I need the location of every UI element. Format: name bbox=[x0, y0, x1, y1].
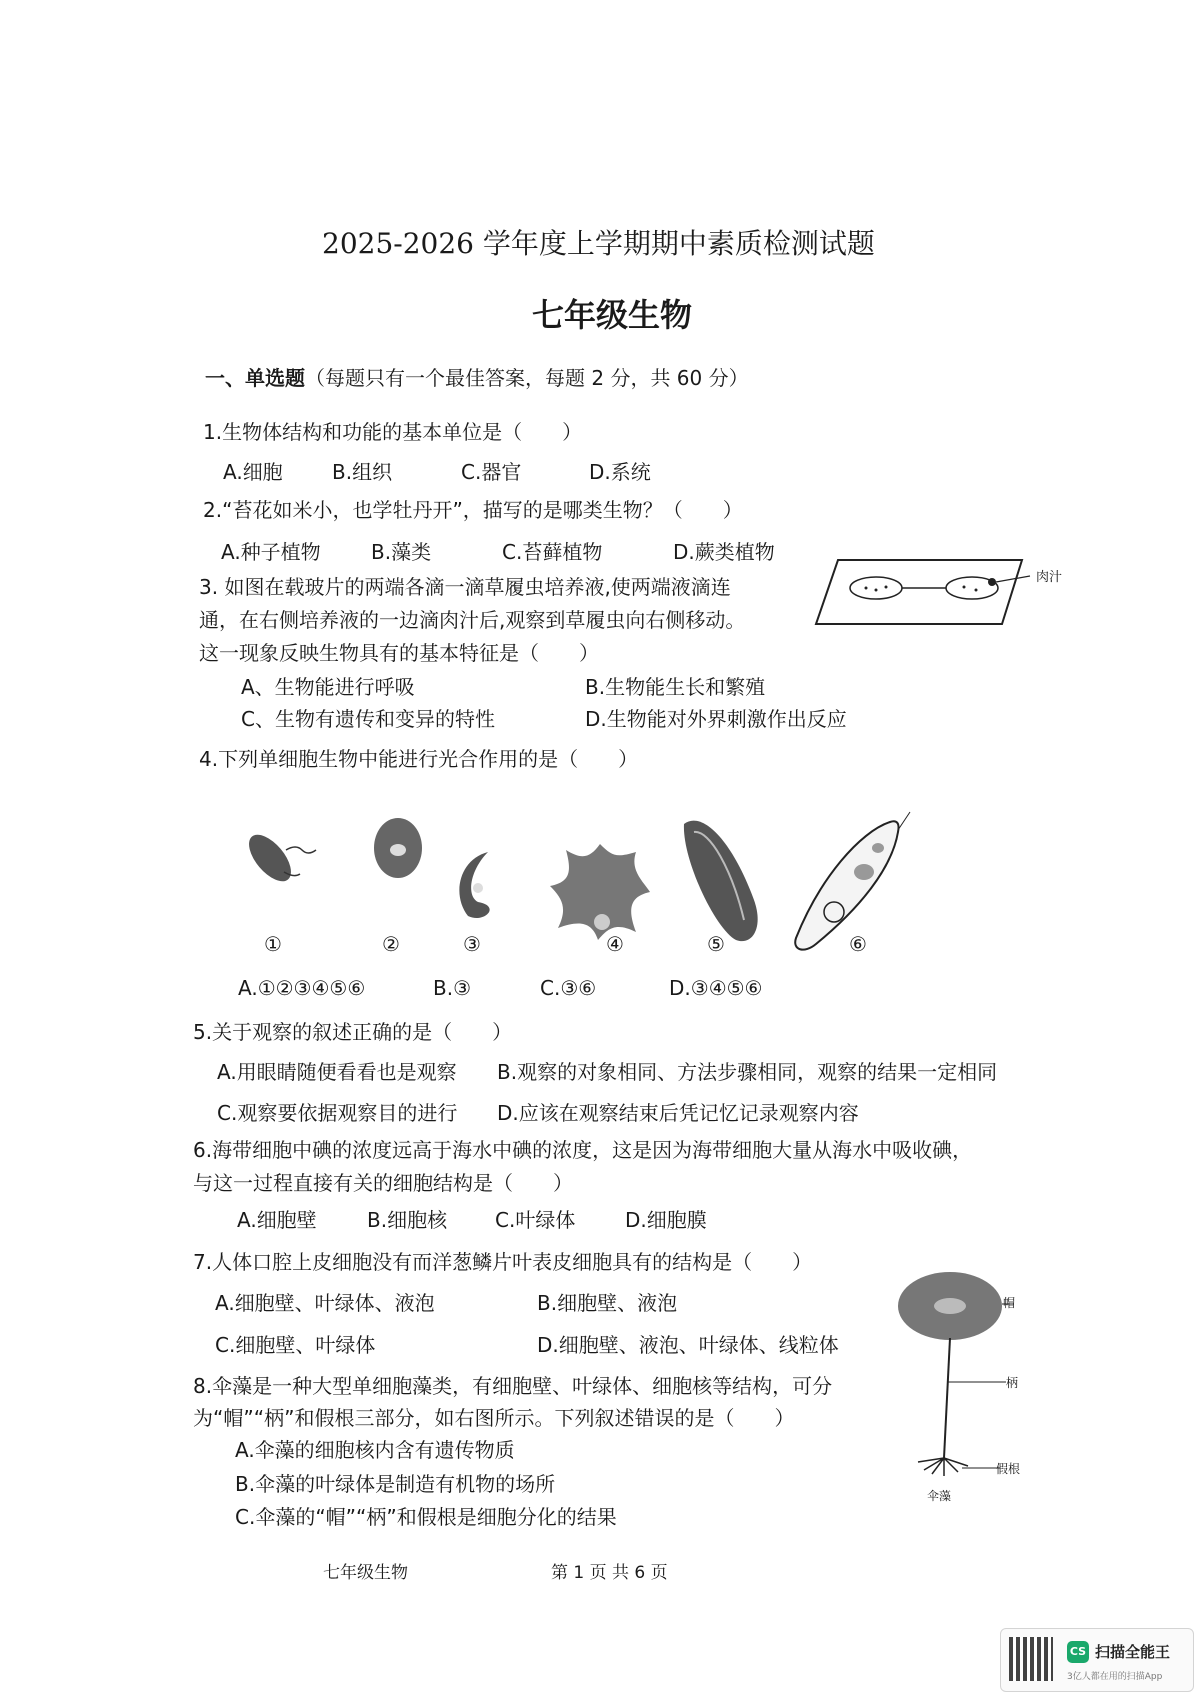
camscanner-logo-icon: CS bbox=[1067, 1641, 1089, 1663]
q4-option-b: B.③ bbox=[433, 976, 472, 1000]
meat-juice-pointer bbox=[996, 576, 1030, 582]
q1-option-a: A.细胞 bbox=[223, 460, 283, 484]
q2-option-c: C.苔藓植物 bbox=[502, 540, 603, 564]
q8-option-b: B.伞藻的叶绿体是制造有机物的场所 bbox=[235, 1472, 556, 1496]
organism-2-yeast bbox=[364, 810, 434, 890]
question-3-stem-line-2: 通，在右侧培养液的一边滴肉汁后,观察到草履虫向右侧移动。 bbox=[199, 608, 746, 632]
q3-option-d: D.生物能对外界刺激作出反应 bbox=[585, 707, 847, 731]
meat-juice-label: 肉汁 bbox=[1036, 570, 1063, 585]
left-drop bbox=[850, 577, 902, 599]
q3-option-c: C、生物有遗传和变异的特性 bbox=[241, 707, 495, 731]
scanner-watermark bbox=[1000, 1628, 1194, 1692]
q1-option-d: D.系统 bbox=[589, 460, 651, 484]
exam-title: 2025-2026 学年度上学期期中素质检测试题 bbox=[322, 227, 875, 260]
organism-4-amoeba bbox=[546, 836, 656, 946]
question-4-stem: 4.下列单细胞生物中能进行光合作用的是（ ） bbox=[199, 747, 639, 771]
organism-number-1: ① bbox=[264, 932, 282, 956]
q1-option-b: B.组织 bbox=[332, 460, 393, 484]
meat-juice-drop bbox=[988, 578, 996, 586]
slide-outline bbox=[816, 560, 1022, 624]
organism-3-chlamydomonas bbox=[448, 846, 508, 926]
section-heading bbox=[205, 362, 749, 391]
q5-option-c: C.观察要依据观察目的进行 bbox=[217, 1101, 458, 1125]
q4-option-c: C.③⑥ bbox=[540, 976, 597, 1000]
q5-option-b: B.观察的对象相同、方法步骤相同，观察的结果一定相同 bbox=[497, 1060, 998, 1084]
q8-option-c: C.伞藻的“帽”“柄”和假根是细胞分化的结果 bbox=[235, 1505, 617, 1529]
acetabularia-stalk bbox=[944, 1338, 950, 1458]
organism-number-6: ⑥ bbox=[849, 932, 867, 956]
q2-option-d: D.蕨类植物 bbox=[673, 540, 775, 564]
label-cap: 帽 bbox=[1003, 1296, 1016, 1310]
question-3-stem-line-1: 3. 如图在载玻片的两端各滴一滴草履虫培养液,使两端液滴连 bbox=[199, 575, 731, 599]
q5-option-d: D.应该在观察结束后凭记忆记录观察内容 bbox=[497, 1101, 859, 1125]
q1-option-c: C.器官 bbox=[461, 460, 522, 484]
question-5-stem: 5.关于观察的叙述正确的是（ ） bbox=[193, 1020, 513, 1044]
q7-option-a: A.细胞壁、叶绿体、液泡 bbox=[215, 1291, 435, 1315]
slide-figure bbox=[812, 556, 1062, 628]
section-heading-note: （每题只有一个最佳答案，每题 2 分，共 60 分） bbox=[305, 366, 749, 390]
question-8-stem-line-2: 为“帽”“柄”和假根三部分，如右图所示。下列叙述错误的是（ ） bbox=[193, 1406, 795, 1430]
subject-title: 七年级生物 bbox=[532, 296, 693, 334]
footer-subject: 七年级生物 bbox=[323, 1563, 408, 1583]
question-6-stem-line-1: 6.海带细胞中碘的浓度远高于海水中碘的浓度，这是因为海带细胞大量从海水中吸收碘， bbox=[193, 1138, 973, 1162]
scanner-name: 扫描全能王 bbox=[1095, 1643, 1171, 1661]
scanner-tagline: 3亿人都在用的扫描App bbox=[1067, 1672, 1163, 1682]
footer-page-number: 第 1 页 共 6 页 bbox=[551, 1563, 668, 1583]
question-6-stem-line-2: 与这一过程直接有关的细胞结构是（ ） bbox=[193, 1171, 573, 1195]
q6-option-d: D.细胞膜 bbox=[625, 1208, 707, 1232]
organism-1-bacterium bbox=[236, 810, 326, 900]
q6-option-a: A.细胞壁 bbox=[237, 1208, 317, 1232]
question-2-stem: 2.“苔花如米小，也学牡丹开”，描写的是哪类生物？（ ） bbox=[203, 498, 743, 522]
q5-option-a: A.用眼睛随便看看也是观察 bbox=[217, 1060, 457, 1084]
q2-option-a: A.种子植物 bbox=[221, 540, 321, 564]
q7-option-b: B.细胞壁、液泡 bbox=[537, 1291, 678, 1315]
q2-option-b: B.藻类 bbox=[371, 540, 432, 564]
organism-number-5: ⑤ bbox=[707, 932, 725, 956]
question-8-stem-line-1: 8.伞藻是一种大型单细胞藻类，有细胞壁、叶绿体、细胞核等结构，可分 bbox=[193, 1374, 833, 1398]
label-stalk: 柄 bbox=[1006, 1376, 1019, 1390]
q3-option-a: A、生物能进行呼吸 bbox=[241, 675, 415, 699]
label-rhizoid: 假根 bbox=[996, 1462, 1021, 1476]
question-1-stem: 1.生物体结构和功能的基本单位是（ ） bbox=[203, 420, 583, 444]
q6-option-c: C.叶绿体 bbox=[495, 1208, 576, 1232]
q6-option-b: B.细胞核 bbox=[367, 1208, 448, 1232]
q7-option-d: D.细胞壁、液泡、叶绿体、线粒体 bbox=[537, 1333, 839, 1357]
organism-number-2: ② bbox=[382, 932, 400, 956]
qr-code-icon bbox=[1009, 1637, 1053, 1681]
q4-option-d: D.③④⑤⑥ bbox=[669, 976, 763, 1000]
acetabularia-rhizoid bbox=[918, 1458, 968, 1476]
label-acetabularia: 伞藻 bbox=[927, 1489, 952, 1503]
organism-number-4: ④ bbox=[606, 932, 624, 956]
organism-5-paramecium bbox=[672, 810, 772, 950]
q4-option-a: A.①②③④⑤⑥ bbox=[238, 976, 366, 1000]
question-3-stem-line-3: 这一现象反映生物具有的基本特征是（ ） bbox=[199, 641, 599, 665]
q7-option-c: C.细胞壁、叶绿体 bbox=[215, 1333, 376, 1357]
question-7-stem: 7.人体口腔上皮细胞没有而洋葱鳞片叶表皮细胞具有的结构是（ ） bbox=[193, 1250, 813, 1274]
q8-option-a: A.伞藻的细胞核内含有遗传物质 bbox=[235, 1438, 515, 1462]
q3-option-b: B.生物能生长和繁殖 bbox=[585, 675, 766, 699]
organism-number-3: ③ bbox=[463, 932, 481, 956]
section-heading-label: 一、单选题 bbox=[205, 366, 305, 390]
